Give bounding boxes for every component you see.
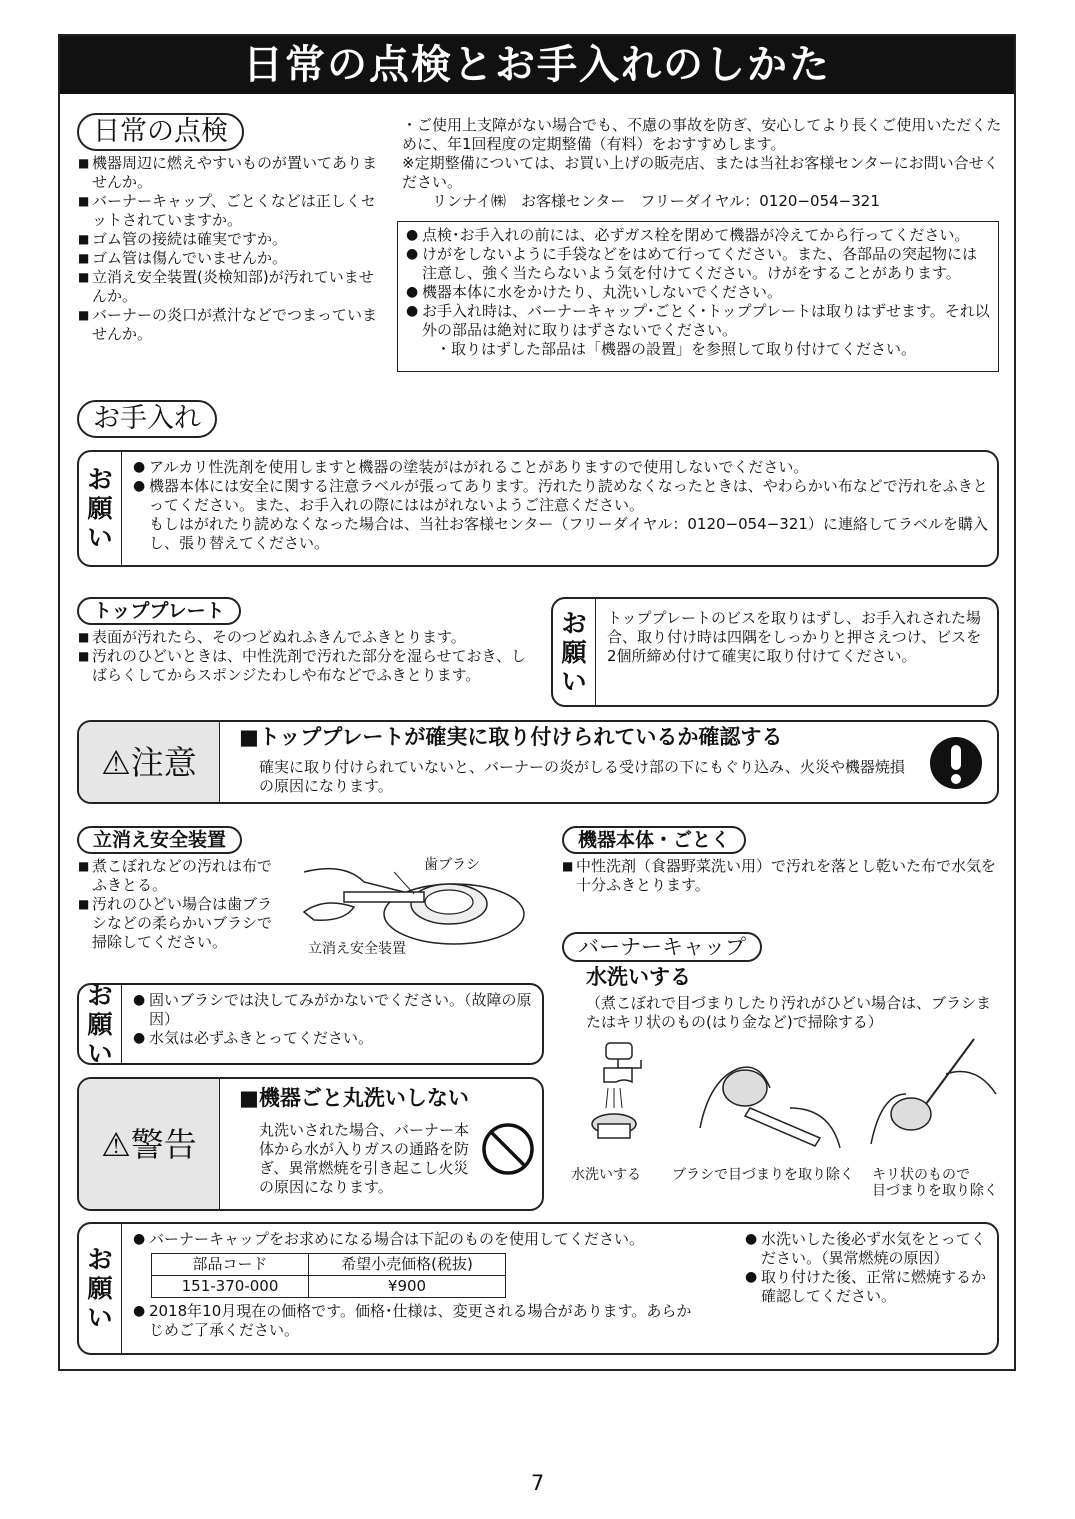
list-item: ■ ゴム管の接続は確実ですか。 — [78, 230, 383, 249]
list-item: ● お手入れ時は、バーナーキャップ･ごとく･トッププレートは取りはずせます。それ以外の部品は絶対に取りはずさないでください。 — [406, 302, 990, 340]
customer-center: リンナイ㈱ お客様センター フリーダイヤル：0120−054−321 — [432, 192, 880, 210]
list-item: ■ バーナーの炎口が煮汁などでつまっていませんか。 — [78, 306, 383, 344]
safety-device-list — [78, 857, 280, 952]
device-label: 立消え安全装置 — [308, 941, 406, 957]
prohibited-icon — [481, 1122, 535, 1176]
list-item: ● 水気は必ずふきとってください。 — [133, 1029, 533, 1048]
list-item: ■ 汚れのひどい場合は歯ブラシなどの柔らかいブラシで掃除してください。 — [78, 895, 280, 952]
caution-box — [77, 720, 999, 804]
list-item: ● 固いブラシでは決してみがかないでください。（故障の原因） — [133, 991, 533, 1029]
top-plate-onegai-text: トッププレートのビスを取りはずし、お手入れされた場合、取り付け時は四隅をしっかりと押さえつけ、ビスを2個所締め付けて確実に取り付けてください。 — [607, 609, 982, 665]
table-header: 希望小売価格(税抜) — [309, 1254, 506, 1276]
table-header-row — [152, 1254, 506, 1276]
table-row — [152, 1276, 506, 1298]
page-number: 7 — [530, 1471, 545, 1495]
list-item: ■ 立消え安全装置(炎検知部)が汚れていませんか。 — [78, 268, 383, 306]
parts-table — [151, 1253, 506, 1298]
list-item: ● けがをしないように手袋などをはめて行ってください。また、各部品の突起物には注意し、強く当たらないよう気を付けてください。けがをすることがあります。 — [406, 245, 990, 283]
bottom-left-content — [133, 1230, 693, 1340]
list-item: ■ バーナーキャップ、ごとくなどは正しくセットされていますか。 — [78, 192, 383, 230]
burner-cap-heading: バーナーキャップ — [562, 932, 762, 962]
caution-label: ⚠注意 — [79, 722, 220, 802]
caption-wire-1: キリ状のもので — [872, 1167, 970, 1183]
list-item: ■ ゴム管は傷んでいませんか。 — [78, 249, 383, 268]
list-item: ■ 煮こぼれなどの汚れは布でふきとる。 — [78, 857, 280, 895]
list-item: ■ 表面が汚れたら、そのつどぬれふきんでふきとります。 — [78, 628, 528, 647]
caption-wire-2: 目づまりを取り除く — [872, 1183, 998, 1199]
maintenance-text: ・ご使用上支障がない場合でも、不慮の事故を防ぎ、安心してより長くご使用いただくために、年1回程度の定期整備（有料）をおすすめします。 — [402, 116, 1002, 153]
warning-label: ⚠警告 — [79, 1079, 220, 1209]
safety-onegai-list — [133, 991, 533, 1048]
caption-brush: ブラシで目づまりを取り除く — [672, 1167, 854, 1183]
bottom-onegai-box — [77, 1222, 999, 1355]
list-item: ● 2018年10月現在の価格です。価格･仕様は、変更される場合があります。あらかじめご了承ください。 — [133, 1302, 693, 1340]
check-notes-box — [397, 221, 999, 372]
list-item: ● 機器本体には安全に関する注意ラベルが張ってあります。汚れたり読めなくなったときは、やわらかい布などで汚れをふきとってください。また、お手入れの際にははがれないようご注意ください。 — [133, 477, 989, 515]
toothbrush-label: 歯ブラシ — [424, 857, 480, 873]
wire-clean-illustration — [866, 1034, 1000, 1160]
faucet-wash-illustration — [566, 1038, 666, 1158]
safety-onegai-box — [77, 980, 544, 1068]
list-item: ● 水洗いした後必ず水気をとってください。（異常燃焼の原因） — [745, 1230, 990, 1268]
care-onegai-content — [133, 458, 989, 553]
caution-heading: ■トッププレートが確実に取り付けられているか確認する — [239, 725, 783, 749]
care-onegai-box — [77, 450, 999, 567]
check-notes-list — [406, 226, 990, 340]
care-heading: お手入れ — [77, 400, 217, 438]
table-cell: ¥900 — [309, 1276, 506, 1298]
list-item: ● アルカリ性洗剤を使用しますと機器の塗装がはがれることがありますので使用しないでください。 — [133, 458, 989, 477]
burner-cap-subheading: 水洗いする — [586, 965, 691, 989]
caption-wash: 水洗いする — [571, 1167, 641, 1183]
exclamation-icon — [929, 736, 983, 790]
brush-clean-illustration — [690, 1048, 850, 1160]
onegai-label: お 願 い — [79, 985, 122, 1063]
bottom-right-list — [745, 1230, 990, 1306]
body-gotoku-list — [562, 857, 1002, 895]
list-item: ■ 機器周辺に燃えやすいものが置いてありませんか。 — [78, 154, 383, 192]
daily-check-list — [78, 154, 383, 344]
top-plate-heading: トッププレート — [77, 597, 241, 625]
body-gotoku-heading: 機器本体・ごとく — [562, 826, 746, 854]
caution-text: 確実に取り付けられていないと、バーナーの炎がしる受け部の下にもぐり込み、火災や機器焼損の原因になります。 — [259, 758, 905, 795]
daily-check-heading: 日常の点検 — [77, 113, 244, 151]
warning-heading: ■機器ごと丸洗いしない — [239, 1086, 469, 1110]
warning-box — [77, 1077, 544, 1211]
maintenance-note — [402, 116, 1002, 211]
table-cell: 151-370-000 — [152, 1276, 309, 1298]
list-item: ● バーナーキャップをお求めになる場合は下記のものを使用してください。 — [133, 1230, 693, 1249]
list-item: ■ 汚れのひどいときは、中性洗剤で汚れた部分を湿らせておき、しばらくしてからスポンジたわしや布などでふきとります。 — [78, 647, 528, 685]
care-extra: もしはがれたり読めなくなった場合は、当社お客様センター（フリーダイヤル：0120−054−321）に連絡してラベルを購入し、張り替えてください。 — [149, 515, 988, 552]
table-header: 部品コード — [152, 1254, 309, 1276]
warning-text: 丸洗いされた場合、バーナー本体から水が入りガスの通路を防ぎ、異常燃焼を引き起こし火災の原因になります。 — [259, 1121, 470, 1196]
list-item: ■ 中性洗剤（食器野菜洗い用）で汚れを落とし乾いた布で水気を十分ふきとります。 — [562, 857, 1002, 895]
list-item: ● 機器本体に水をかけたり、丸洗いしないでください。 — [406, 283, 990, 302]
note-sub: ・取りはずした部品は「機器の設置」を参照して取り付けてください。 — [436, 340, 917, 358]
onegai-label: お 願 い — [79, 452, 122, 565]
onegai-label: お 願 い — [553, 599, 596, 705]
list-item: ● 取り付けた後、正常に燃焼するか確認してください。 — [745, 1268, 990, 1306]
safety-device-heading: 立消え安全装置 — [77, 826, 242, 854]
list-item: ● 点検･お手入れの前には、必ずガス栓を閉めて機器が冷えてから行ってください。 — [406, 226, 990, 245]
page-title: 日常の点検とお手入れのしかた — [60, 36, 1014, 94]
burner-cap-note: （煮こぼれで目づまりしたり汚れがひどい場合は、ブラシまたはキリ状のもの(はり金など)で掃除する） — [586, 994, 992, 1031]
top-plate-list — [78, 628, 528, 685]
onegai-label: お 願 い — [79, 1224, 122, 1353]
maintenance-contact: ※定期整備については、お買い上げの販売店、または当社お客様センターにお問い合せください。 — [402, 154, 999, 191]
top-plate-onegai-box — [551, 597, 999, 707]
